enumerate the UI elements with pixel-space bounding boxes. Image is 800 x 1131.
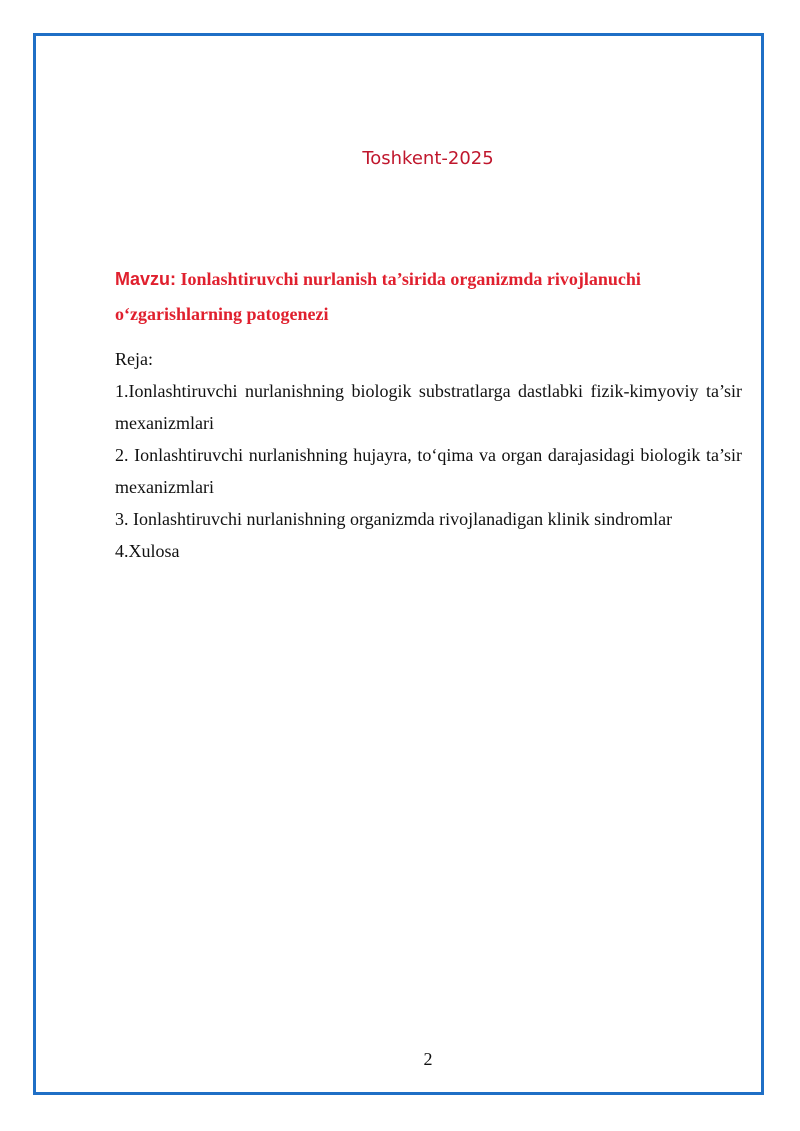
topic-title: Ionlashtiruvchi nurlanish ta’sirida organizmda rivojlanuchi o‘zgarishlarning patogenezi	[115, 269, 641, 324]
topic-label: Mavzu:	[115, 269, 177, 289]
plan-heading: Reja:	[115, 349, 153, 369]
plan-item-2: 2. Ionlashtiruvchi nurlanishning hujayra, to‘qima va organ darajasidagi biologik ta’sir mexanizmlari	[115, 445, 742, 497]
plan-item-4: 4.Xulosa	[115, 541, 180, 561]
plan-item-3: 3. Ionlashtiruvchi nurlanishning organizmda rivojlanadigan klinik sindromlar	[115, 509, 673, 529]
city-year-text: Toshkent-2025	[362, 148, 494, 169]
topic-heading	[115, 262, 742, 332]
page-number: 2	[423, 1049, 433, 1069]
document-body	[115, 262, 742, 567]
plan-item-1: 1.Ionlashtiruvchi nurlanishning biologik substratlarga dastlabki fizik-kimyoviy ta’sir mexanizmlari	[115, 381, 742, 433]
